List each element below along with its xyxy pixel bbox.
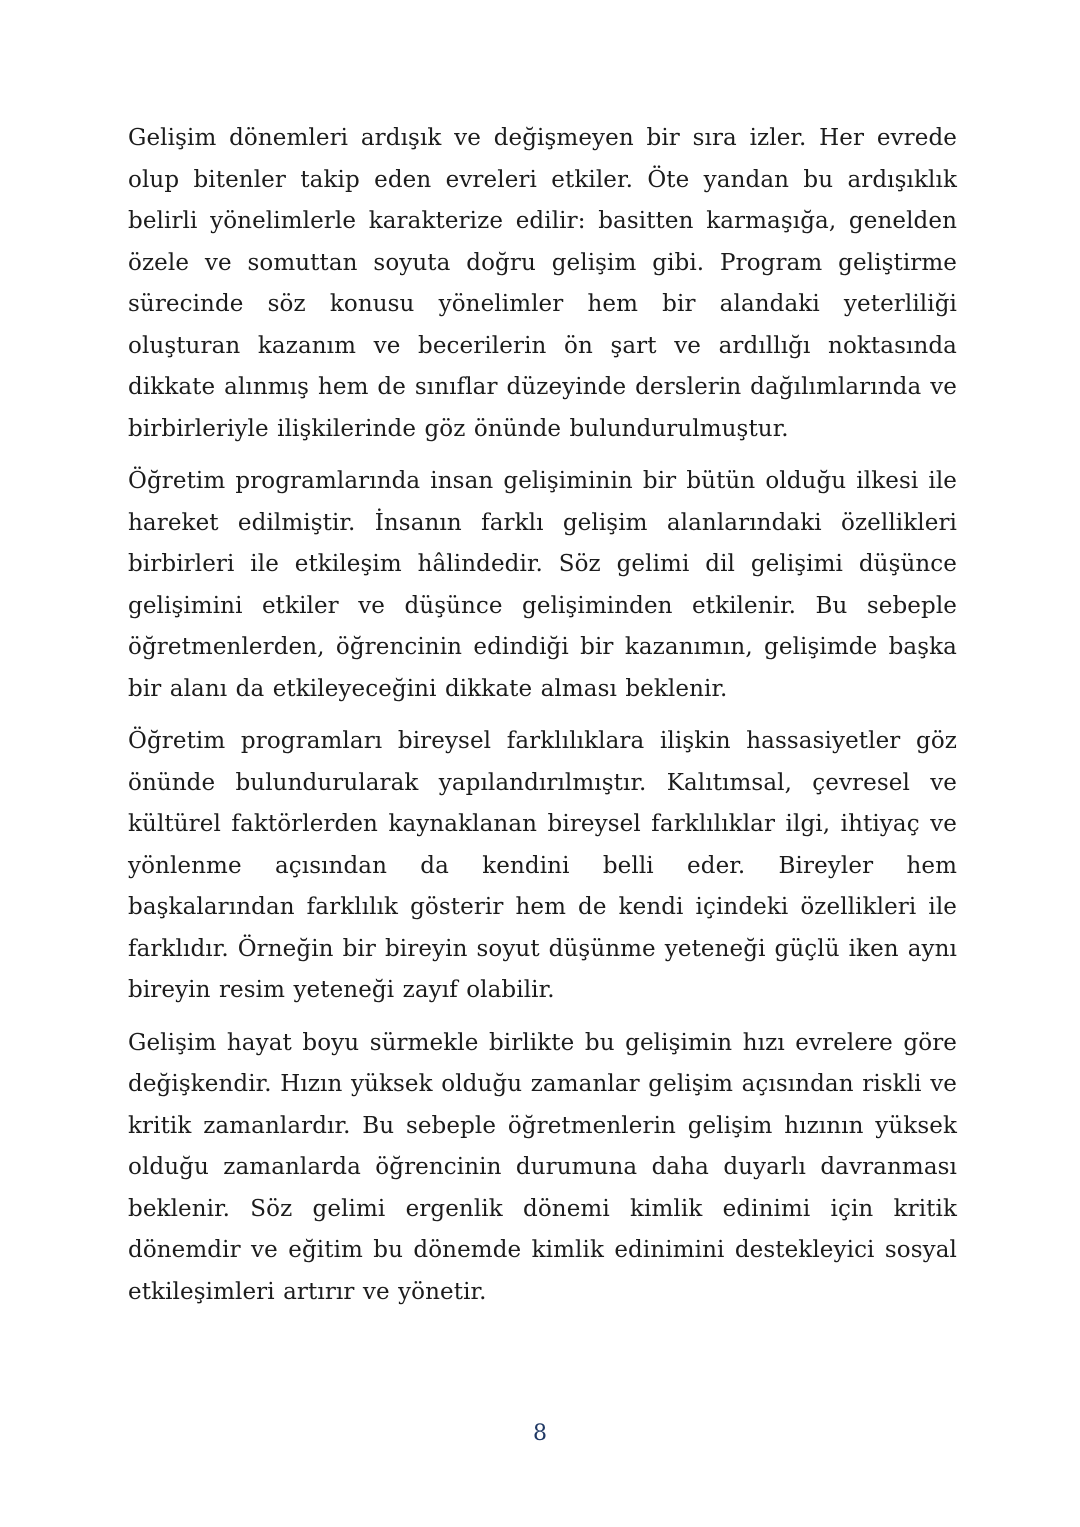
paragraph-holistic-development: Öğretim programlarında insan gelişiminin bir bütün olduğu ilkesi ile hareket edilmiştir. İnsanın farklı gelişim alanlarındaki özellikleri birbirleri ile etkileşim hâlindedir. Söz gelimi dil gelişimi düşünce gelişimini etkiler ve düşünce gelişiminden etkilenir. Bu sebeple öğretmenlerden, öğrencinin edindiği bir kazanımın, gelişimde başka bir alanı da etkileyeceğini dikkate alması beklenir. [128, 468, 957, 702]
paragraph-individual-differences: Öğretim programları bireysel farklılıklara ilişkin hassasiyetler göz önünde bulundurularak yapılandırılmıştır. Kalıtımsal, çevresel ve kültürel faktörlerden kaynaklanan bireysel farklılıklar ilgi, ihtiyaç ve yönlenme açısından da kendini belli eder. Bireyler hem başkalarından farklılık gösterir hem de kendi içindeki özellikleri ile farklıdır. Örneğin bir bireyin soyut düşünme yeteneği güçlü iken aynı bireyin resim yeteneği zayıf olabilir. [128, 728, 957, 1003]
text-body [128, 118, 957, 1324]
page-footer [0, 1423, 1080, 1445]
paragraph-development-sequence: Gelişim dönemleri ardışık ve değişmeyen bir sıra izler. Her evrede olup bitenler takip eden evreleri etkiler. Öte yandan bu ardışıklık belirli yönelimlerle karakterize edilir: basitten karmaşığa, genelden özele ve somuttan soyuta doğru gelişim gibi. Program geliştirme sürecinde söz konusu yönelimler hem bir alandaki yeterliliği oluşturan kazanım ve becerilerin ön şart ve ardıllığı noktasında dikkate alınmış hem de sınıflar düzeyinde derslerin dağılımlarında ve birbirleriyle ilişkilerinde göz önünde bulundurulmuştur. [128, 125, 957, 442]
page-number: 8 [533, 1421, 547, 1446]
paragraph-lifelong-development: Gelişim hayat boyu sürmekle birlikte bu gelişimin hızı evrelere göre değişkendir. Hızın yüksek olduğu zamanlar gelişim açısından riskli ve kritik zamanlardır. Bu sebeple öğretmenlerin gelişim hızının yüksek olduğu zamanlarda öğrencinin durumuna daha duyarlı davranması beklenir. Söz gelimi ergenlik dönemi kimlik edinimi için kritik dönemdir ve eğitim bu dönemde kimlik edinimini destekleyici sosyal etkileşimleri artırır ve yönetir. [128, 1029, 957, 1305]
